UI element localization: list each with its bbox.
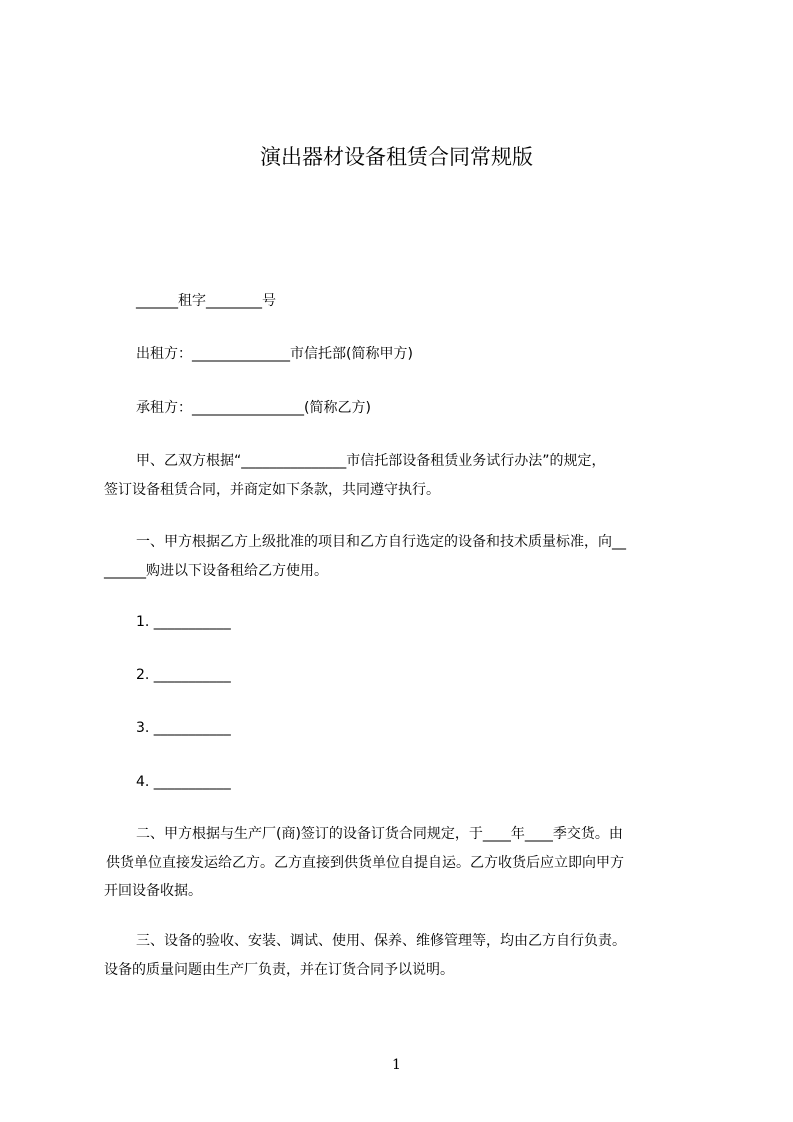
equipment-item-1: 1. ___________ (136, 614, 231, 630)
clause3-line-2: 设备的质量问题由生产厂负责，并在订货合同予以说明。 (104, 962, 454, 978)
contract-number-line: ______租字________号 (136, 293, 276, 309)
lessor-line: 出租方：______________市信托部(简称甲方) (136, 346, 413, 362)
preamble-line-2: 签订设备租赁合同，并商定如下条款，共同遵守执行。 (104, 482, 440, 498)
lessee-line: 承租方：________________(简称乙方) (136, 400, 371, 416)
equipment-item-4: 4. ___________ (136, 774, 231, 790)
page-number: 1 (392, 1057, 401, 1073)
clause1-line-1: 一、甲方根据乙方上级批准的项目和乙方自行选定的设备和技术质量标准，向__ (136, 534, 626, 550)
clause2-line-2: 供货单位直接发运给乙方。乙方直接到供货单位自提自运。乙方收货后应立即向甲方 (106, 855, 624, 871)
document-title: 演出器材设备租赁合同常规版 (260, 145, 533, 169)
clause1-line-2: ______购进以下设备租给乙方使用。 (104, 563, 328, 579)
equipment-item-2: 2. ___________ (136, 667, 231, 683)
preamble-line-1: 甲、乙双方根据“_______________市信托部设备租赁业务试行办法”的规定， (136, 453, 606, 469)
clause2-line-1: 二、甲方根据与生产厂(商)签订的设备订货合同规定，于____年____季交货。由 (136, 826, 623, 842)
clause3-line-1: 三、设备的验收、安装、调试、使用、保养、维修管理等，均由乙方自行负责。 (136, 933, 626, 949)
clause2-line-3: 开回设备收据。 (104, 883, 202, 899)
equipment-item-3: 3. ___________ (136, 720, 231, 736)
